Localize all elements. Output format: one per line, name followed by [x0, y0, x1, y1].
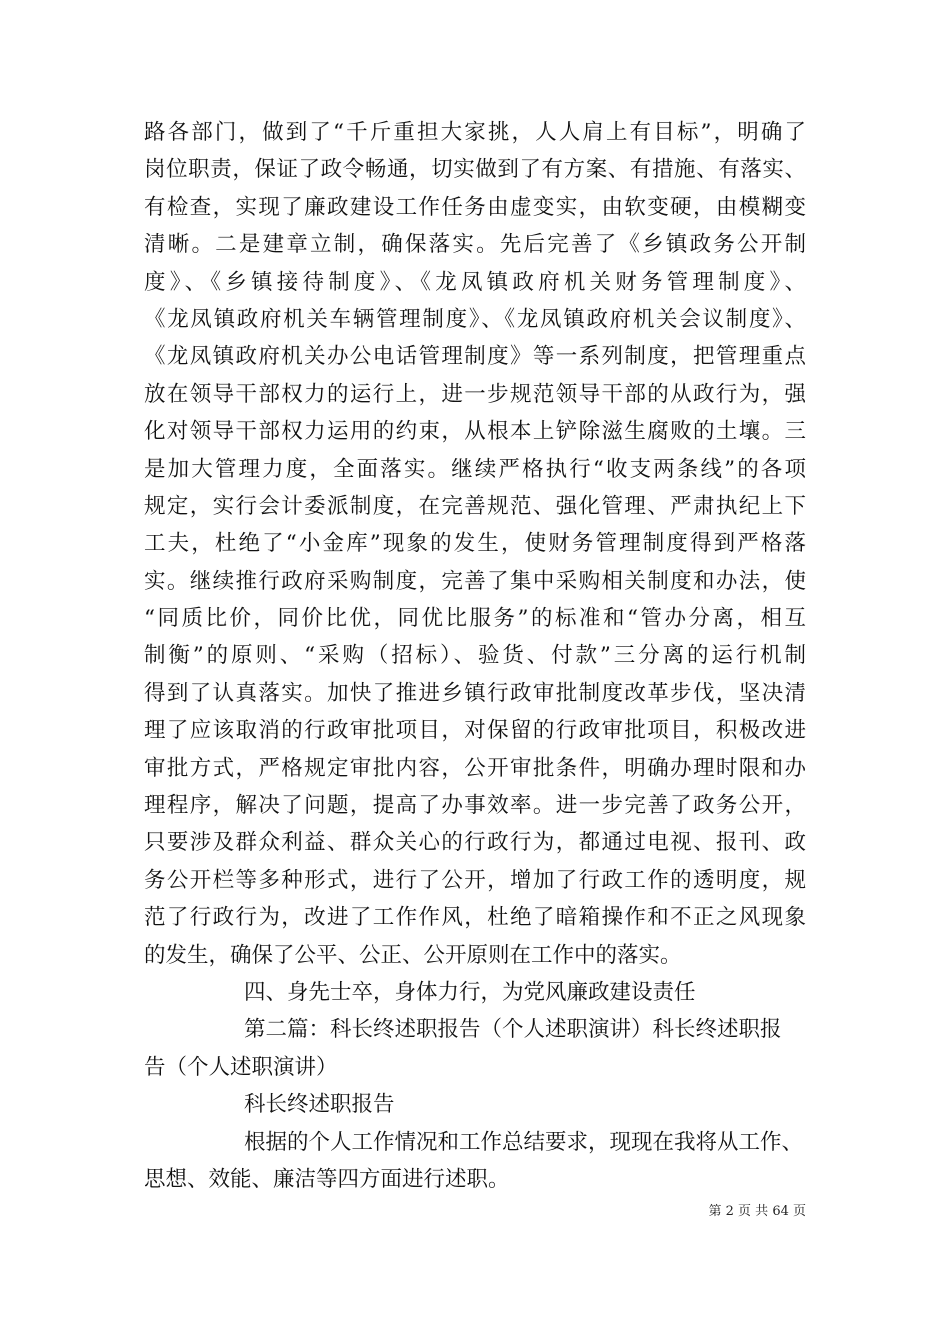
text-line: 规定，实行会计委派制度，在完善规范、强化管理、严肃执纪上下 [144, 493, 806, 519]
text-line: 理程序，解决了问题，提高了办事效率。进一步完善了政务公开， [144, 793, 806, 819]
text-line: 化对领导干部权力运用的约束，从根本上铲除滋生腐败的土壤。三 [144, 419, 806, 445]
chapter-title-line: 告（个人述职演讲） [144, 1054, 338, 1080]
text-line: 岗位职责，保证了政令畅通，切实做到了有方案、有措施、有落实、 [144, 157, 806, 183]
section-heading: 四、身先士卒，身体力行，为党风廉政建设责任 [244, 979, 696, 1005]
chapter-title-line: 第二篇：科长终述职报告（个人述职演讲）科长终述职报 [244, 1017, 782, 1043]
text-line: 思想、效能、廉洁等四方面进行述职。 [144, 1166, 510, 1192]
text-line: 清晰。二是建章立制，确保落实。先后完善了《乡镇政务公开制 [144, 232, 806, 258]
text-line: 路各部门，做到了“千斤重担大家挑，人人肩上有目标”，明确了 [144, 120, 806, 145]
text-line: 务公开栏等多种形式，进行了公开，增加了行政工作的透明度，规 [144, 867, 806, 893]
text-line: 制衡”的原则、“采购（招标）、验货、付款”三分离的运行机制 [144, 643, 806, 669]
text-line: 度》、《乡镇接待制度》、《龙凤镇政府机关财务管理制度》、 [144, 269, 806, 295]
text-line: “同质比价，同价比优，同优比服务”的标准和“管办分离，相互 [144, 606, 806, 632]
text-line: 有检查，实现了廉政建设工作任务由虚变实，由软变硬，由模糊变 [144, 194, 806, 220]
text-line: 理了应该取消的行政审批项目，对保留的行政审批项目，积极改进 [144, 718, 806, 744]
text-line: 是加大管理力度，全面落实。继续严格执行“收支两条线”的各项 [144, 456, 806, 482]
text-line: 的发生，确保了公平、公正、公开原则在工作中的落实。 [144, 942, 682, 968]
text-line: 工夫，杜绝了“小金库”现象的发生，使财务管理制度得到严格落 [144, 531, 806, 557]
text-line: 实。继续推行政府采购制度，完善了集中采购相关制度和办法，使 [144, 568, 806, 594]
text-line: 范了行政行为，改进了工作作风，杜绝了暗箱操作和不正之风现象 [144, 905, 806, 931]
text-line: 得到了认真落实。加快了推进乡镇行政审批制度改革步伐，坚决清 [144, 680, 806, 706]
page-number: 第 2 页 共 64 页 [708, 1204, 806, 1219]
report-title: 科长终述职报告 [244, 1092, 395, 1118]
text-line: 只要涉及群众利益、群众关心的行政行为，都通过电视、报刊、政 [144, 830, 806, 856]
text-line: 审批方式，严格规定审批内容，公开审批条件，明确办理时限和办 [144, 755, 806, 781]
text-line: 《龙凤镇政府机关车辆管理制度》、《龙凤镇政府机关会议制度》、 [144, 306, 806, 332]
document-body [144, 114, 806, 1198]
text-line: 《龙凤镇政府机关办公电话管理制度》等一系列制度，把管理重点 [144, 344, 806, 370]
text-line: 根据的个人工作情况和工作总结要求，现现在我将从工作、 [244, 1129, 804, 1155]
text-line: 放在领导干部权力的运行上，进一步规范领导干部的从政行为，强 [144, 381, 806, 407]
